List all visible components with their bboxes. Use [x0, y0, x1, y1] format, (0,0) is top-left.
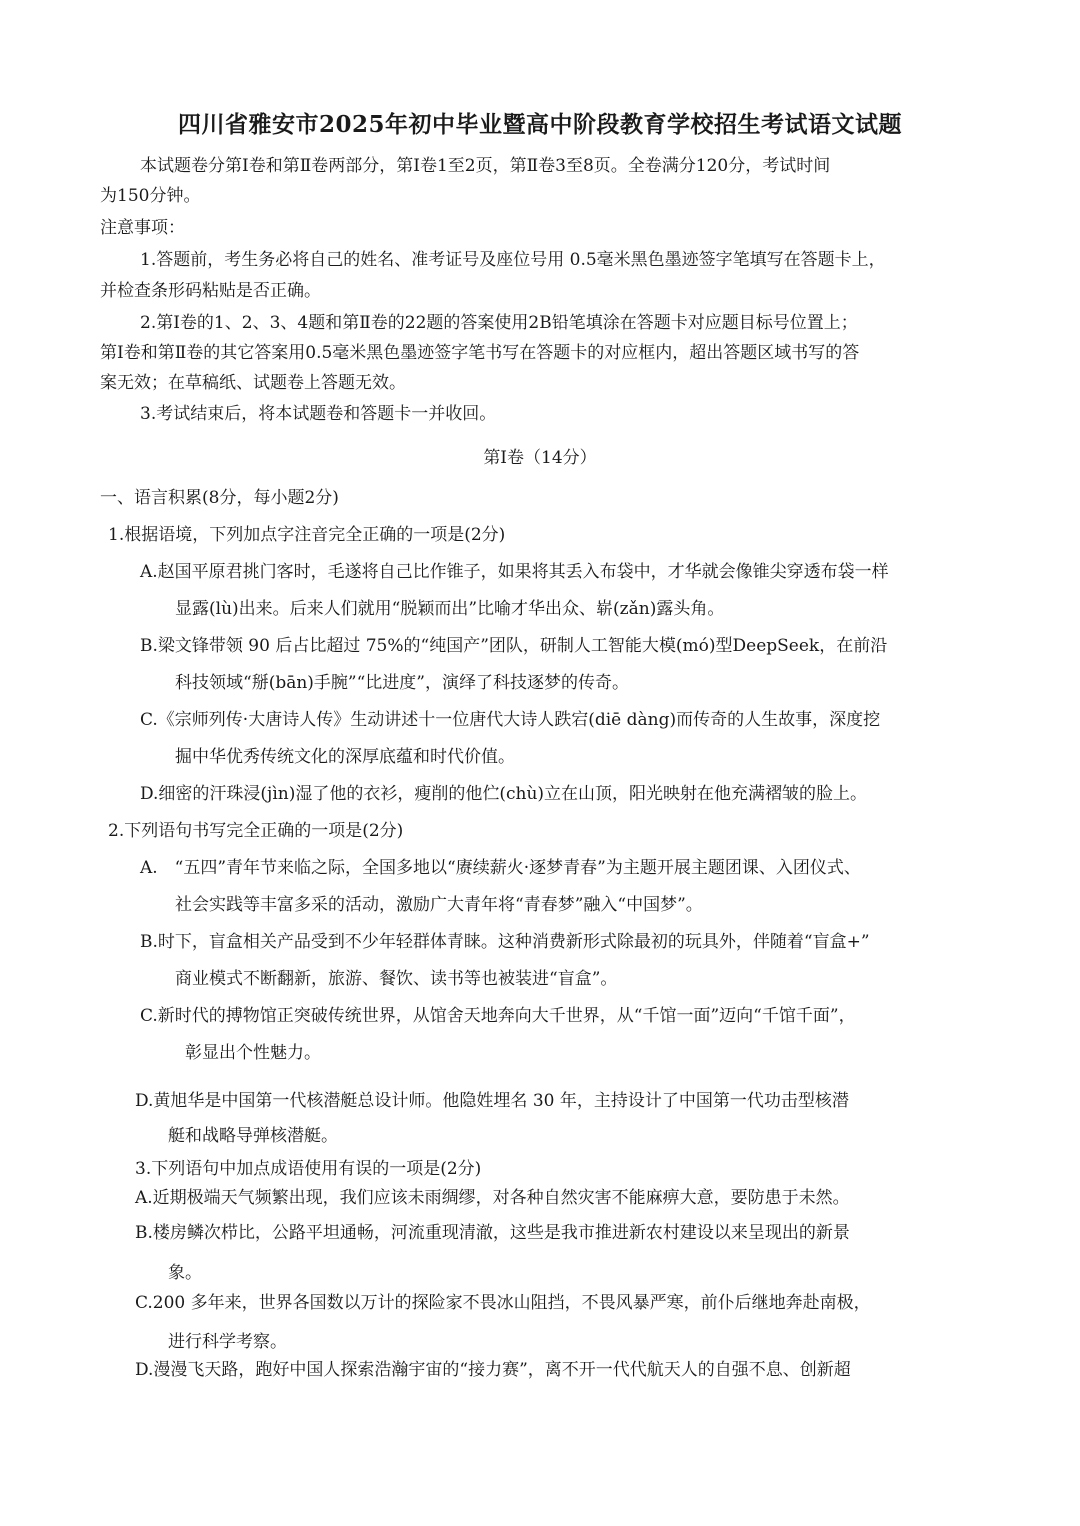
q2-option-d-line-1: D.黄旭华是中国第一代核潜艇总设计师。他隐姓埋名 30 年，主持设计了中国第一代功击型核潜: [135, 1091, 849, 1111]
exam-title: 四川省雅安市2025年初中毕业暨高中阶段教育学校招生考试语文试题: [177, 111, 902, 138]
q2-option-d-line-2: 艇和战略导弹核潜艇。: [168, 1126, 338, 1146]
note-1-line-2: 并检查条形码粘贴是否正确。: [100, 281, 321, 301]
q2-option-a-line-2: 社会实践等丰富多采的活动，激励广大青年将“青春梦”融入“中国梦”。: [175, 895, 703, 915]
q3-option-b-line-1: B.楼房鳞次栉比，公路平坦通畅，河流重现清澈，这些是我市推进新农村建设以来呈现出的新景: [135, 1223, 850, 1243]
note-2-line-1: 2.第Ⅰ卷的1、2、3、4题和第Ⅱ卷的22题的答案使用2B铅笔填涂在答题卡对应题目标号位置上；: [140, 313, 858, 333]
q3-option-c-line-1: C.200 多年来，世界各国数以万计的探险家不畏冰山阻挡，不畏风暴严寒，前仆后继地奔赴南极，: [135, 1293, 871, 1313]
q2-option-c-line-1: C.新时代的搏物馆正突破传统世界，从馆舍天地奔向大千世界，从“千馆一面”迈向“千馆千面”，: [140, 1006, 856, 1026]
q1-option-b-line-2: 科技领域“掰(bān)手腕”“比进度”，演绎了科技逐梦的传奇。: [175, 673, 629, 693]
q1-option-a-line-1: A.赵国平原君挑门客时，毛遂将自己比作锥子，如果将其丢入布袋中，才华就会像锥尖穿透布袋一样: [140, 562, 889, 582]
notes-heading: 注意事项：: [100, 218, 185, 238]
q2-option-a-line-1: A. “五四”青年节来临之际，全国多地以“赓续薪火·逐梦青春”为主题开展主题团课、入团仪式、: [140, 858, 861, 878]
note-1-line-1: 1.答题前，考生务必将自己的姓名、准考证号及座位号用 0.5毫米黑色墨迹签字笔填写在答题卡上，: [140, 250, 886, 270]
intro-line-1: 本试题卷分第Ⅰ卷和第Ⅱ卷两部分，第Ⅰ卷1至2页，第Ⅱ卷3至8页。全卷满分120分，考试时间: [140, 156, 831, 176]
q2-option-b-line-2: 商业模式不断翻新，旅游、餐饮、读书等也被装进“盲盒”。: [175, 969, 618, 989]
section-1-heading: 一、语言积累(8分，每小题2分): [100, 488, 339, 508]
q2-option-b-line-1: B.时下，盲盒相关产品受到不少年轻群体青睐。这种消费新形式除最初的玩具外，伴随着“盲盒+”: [140, 932, 870, 952]
part-1-heading: 第Ⅰ卷（14分）: [483, 448, 597, 468]
q1-option-d-line-1: D.细密的汗珠浸(jìn)湿了他的衣衫，瘦削的他伫(chù)立在山顶，阳光映射在他充满褶皱的脸上。: [140, 784, 868, 804]
q3-option-c-line-2: 进行科学考察。: [168, 1332, 287, 1352]
intro-line-2: 为150分钟。: [100, 186, 201, 206]
q3-option-d-line-1: D.漫漫飞天路，跑好中国人探索浩瀚宇宙的“接力赛”，离不开一代代航天人的自强不息、创新超: [135, 1360, 851, 1380]
q1-option-c-line-1: C.《宗师列传·大唐诗人传》生动讲述十一位唐代大诗人跌宕(diē dàng)而传奇的人生故事，深度挖: [140, 710, 881, 730]
note-2-line-2: 第Ⅰ卷和第Ⅱ卷的其它答案用0.5毫米黑色墨迹签字笔书写在答题卡的对应框内，超出答题区域书写的答: [100, 343, 860, 363]
q1-stem: 1.根据语境，下列加点字注音完全正确的一项是(2分): [108, 525, 506, 545]
q2-stem: 2.下列语句书写完全正确的一项是(2分): [108, 821, 404, 841]
q3-option-b-line-2: 象。: [168, 1263, 202, 1283]
note-3-line-1: 3.考试结束后，将本试题卷和答题卡一并收回。: [140, 404, 497, 424]
q1-option-c-line-2: 掘中华优秀传统文化的深厚底蕴和时代价值。: [175, 747, 515, 767]
note-2-line-3: 案无效；在草稿纸、试题卷上答题无效。: [100, 373, 406, 393]
q2-option-c-line-2: 彰显出个性魅力。: [185, 1043, 321, 1063]
q3-stem: 3.下列语句中加点成语使用有误的一项是(2分): [135, 1159, 482, 1179]
q1-option-b-line-1: B.梁文锋带领 90 后占比超过 75%的“纯国产”团队，研制人工智能大模(mó)型DeepSeek，在前沿: [140, 636, 888, 656]
q3-option-a-line-1: A.近期极端天气频繁出现，我们应该未雨绸缪，对各种自然灾害不能麻痹大意，要防患于未然。: [135, 1188, 850, 1208]
q1-option-a-line-2: 显露(lù)出来。后来人们就用“脱颖而出”比喻才华出众、崭(zǎn)露头角。: [175, 599, 725, 619]
